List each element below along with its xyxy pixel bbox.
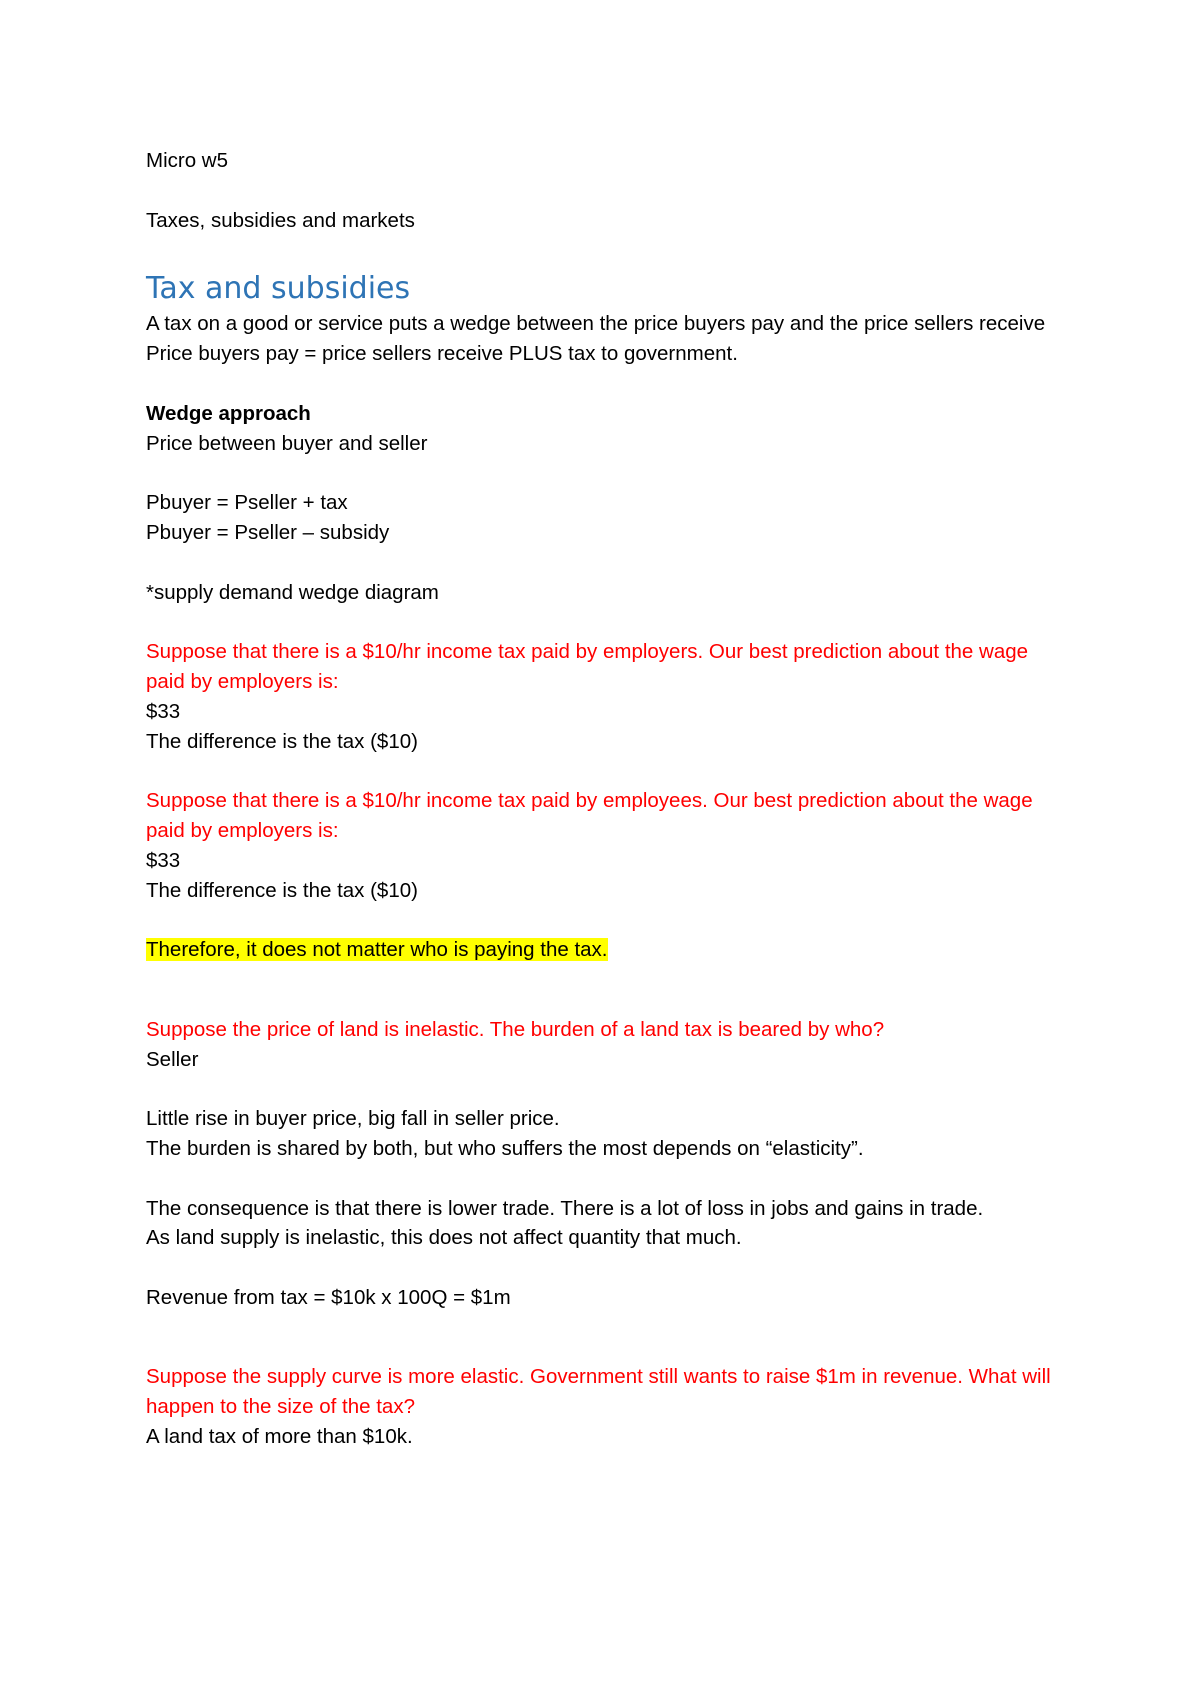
question-1: Suppose that there is a $10/hr income tax paid by employers. Our best prediction about the wage paid by employers is: [146,640,1029,693]
document-subtitle: Taxes, subsidies and markets [146,208,415,232]
answer-1-value: $33 [146,699,181,723]
intro-formula-text: Price buyers pay = price sellers receive PLUS tax to government. [146,342,738,366]
answer-2-note: The difference is the tax ($10) [146,878,418,902]
diagram-note: *supply demand wedge diagram [146,580,439,604]
section-heading: Tax and subsidies [146,271,411,307]
answer-2-value: $33 [146,848,181,872]
explanation-3: The consequence is that there is lower trade. There is a lot of loss in jobs and gains in trade. [146,1196,984,1220]
document-body [146,146,1066,1452]
explanation-4: As land supply is inelastic, this does not affect quantity that much. [146,1226,742,1250]
revenue-formula: Revenue from tax = $10k x 100Q = $1m [146,1285,511,1309]
answer-3: Seller [146,1047,199,1071]
document-title: Micro w5 [146,149,229,172]
wedge-approach-desc: Price between buyer and seller [146,431,428,455]
explanation-2: The burden is shared by both, but who suffers the most depends on “elasticity”. [146,1136,864,1160]
explanation-1: Little rise in buyer price, big fall in seller price. [146,1107,560,1131]
wedge-approach-title: Wedge approach [146,401,311,425]
formula-tax: Pbuyer = Pseller + tax [146,491,348,515]
intro-paragraph: A tax on a good or service puts a wedge between the price buyers pay and the price sellers receive [146,312,1046,336]
conclusion-highlight: Therefore, it does not matter who is paying the tax. [146,938,608,962]
answer-4: A land tax of more than $10k. [146,1425,413,1449]
question-3: Suppose the price of land is inelastic. The burden of a land tax is beared by who? [146,1017,885,1041]
answer-1-note: The difference is the tax ($10) [146,729,418,753]
question-4: Suppose the supply curve is more elastic. Government still wants to raise $1m in revenue. What will happen to the size of the tax? [146,1365,1051,1419]
question-2: Suppose that there is a $10/hr income tax paid by employees. Our best prediction about the wage paid by employers is: [146,789,1033,842]
formula-subsidy: Pbuyer = Pseller – subsidy [146,520,390,544]
